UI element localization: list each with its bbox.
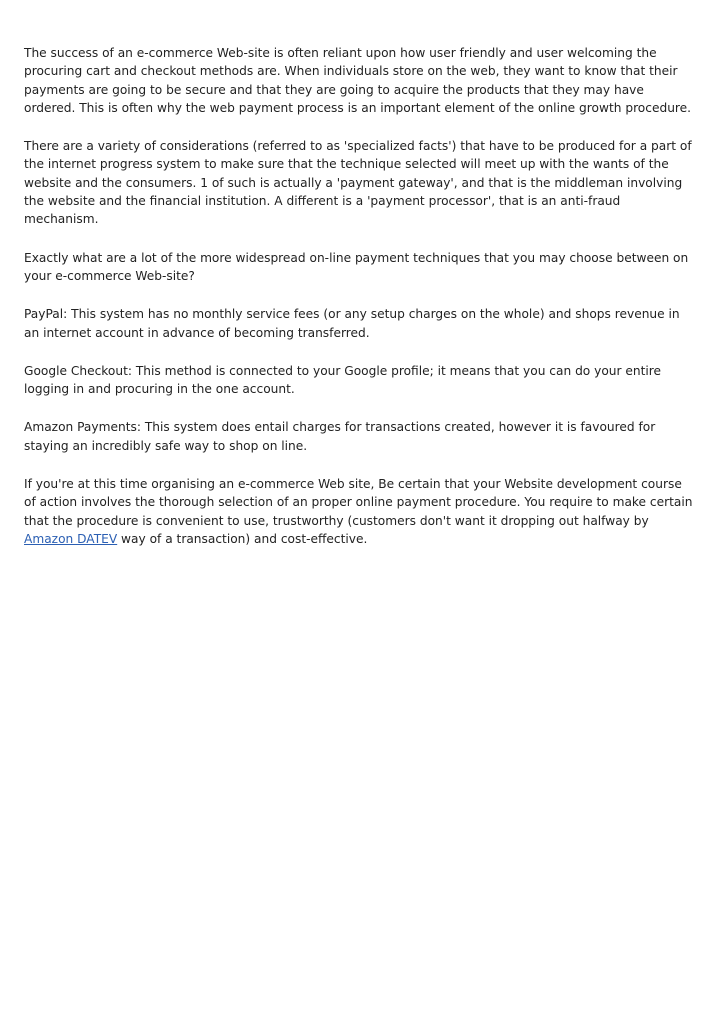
paragraph-amazon-payments: Amazon Payments: This system does entail charges for transactions created, however it is favoured for staying an incredibly safe way to shop on line.: [24, 420, 656, 453]
paragraph-conclusion: [24, 475, 696, 548]
paragraph-considerations: There are a variety of considerations (referred to as 'specialized facts') that have to be produced for a part of the internet progress system to make sure that the technique selected will meet up with the wants of the website and the consumers. 1 of such is actually a 'payment gateway', and that is the middleman involving the website and the financial institution. A different is a 'payment processor', that is an anti-fraud mechanism.: [24, 139, 692, 227]
paragraph-google-checkout: Google Checkout: This method is connected to your Google profile; it means that you can do your entire logging in and procuring in the one account.: [24, 363, 662, 397]
document-body: [24, 44, 696, 568]
amazon-datev-link[interactable]: Amazon DATEV: [24, 531, 118, 546]
paragraph-question: Exactly what are a lot of the more widespread on-line payment techniques that you may choose between on your e-commerce Web-site?: [24, 250, 689, 283]
conclusion-text-before-link: If you're at this time organising an e-commerce Web site, Be certain that your Website development course of action involves the thorough selection of an proper online payment procedure. You require to make certain that the procedure is convenient to use, trustworthy (customers don't want it dropping out halfway by: [24, 477, 693, 528]
paragraph-paypal: PayPal: This system has no monthly service fees (or any setup charges on the whole) and shops revenue in an internet account in advance of becoming transferred.: [24, 307, 680, 340]
paragraph-intro: The success of an e-commerce Web-site is often reliant upon how user friendly and user welcoming the procuring cart and checkout methods are. When individuals store on the web, they want to know that their payments are going to be secure and that they are going to acquire the products that they may have ordered. This is often why the web payment process is an important element of the online growth procedure.: [24, 46, 692, 115]
conclusion-text-after-link: way of a transaction) and cost-effective.: [117, 531, 368, 546]
